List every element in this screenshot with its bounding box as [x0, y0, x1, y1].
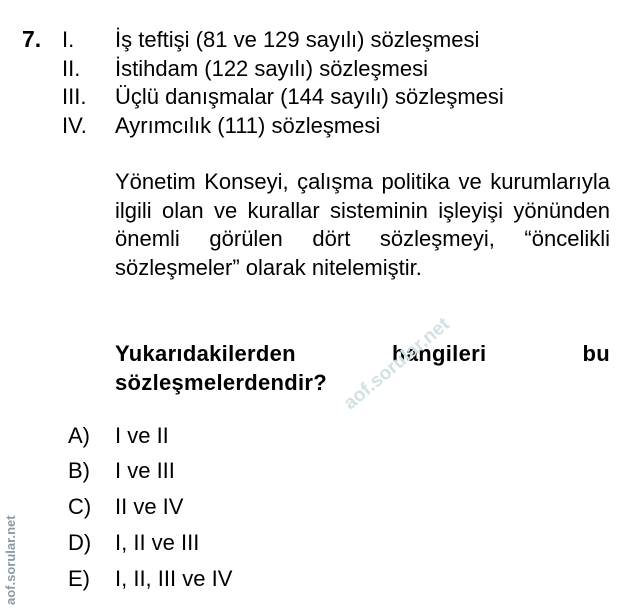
watermark: aof.sorular.net	[340, 313, 454, 415]
answer-option-c[interactable]	[68, 493, 183, 521]
question-paragraph: Yönetim Konseyi, çalışma politika ve kurumlarıyla ilgili olan ve kurallar sisteminin işleyişi yönünden önemli görülen dört sözleşmeyi, “öncelikli sözleşmeler” olarak nitelemiştir.	[115, 169, 610, 280]
statement-text: İstihdam (122 sayılı) sözleşmesi	[115, 56, 428, 81]
option-text: I ve II	[115, 423, 169, 448]
roman-numeral: I.	[62, 27, 75, 52]
question-prompt: Yukarıdakilerden hangileri bu sözleşmelerdendir?	[115, 341, 610, 395]
option-text: I, II, III ve IV	[115, 566, 233, 591]
answer-option-b[interactable]	[68, 457, 175, 485]
statement-item	[62, 26, 479, 54]
answer-option-a[interactable]	[68, 422, 169, 450]
option-letter: B)	[68, 458, 90, 483]
option-text: I ve III	[115, 458, 175, 483]
statement-text: Ayrımcılık (111) sözleşmesi	[115, 113, 381, 138]
option-letter: A)	[68, 423, 90, 448]
option-text: II ve IV	[115, 494, 184, 519]
statement-text: Üçlü danışmalar (144 sayılı) sözleşmesi	[115, 84, 504, 109]
answer-option-e[interactable]	[68, 565, 232, 593]
statement-item	[62, 112, 380, 140]
answer-option-d[interactable]	[68, 529, 199, 557]
question-number: 7.	[22, 26, 42, 52]
roman-numeral: III.	[62, 84, 87, 109]
option-letter: E)	[68, 566, 90, 591]
option-letter: C)	[68, 494, 92, 519]
option-text: I, II ve III	[115, 530, 200, 555]
statement-text: İş teftişi (81 ve 129 sayılı) sözleşmesi	[115, 27, 480, 52]
statement-item	[62, 55, 428, 83]
statement-item	[62, 83, 504, 111]
side-watermark: aof.sorular.net	[3, 515, 18, 605]
roman-numeral: IV.	[62, 113, 87, 138]
option-letter: D)	[68, 530, 92, 555]
roman-numeral: II.	[62, 56, 81, 81]
